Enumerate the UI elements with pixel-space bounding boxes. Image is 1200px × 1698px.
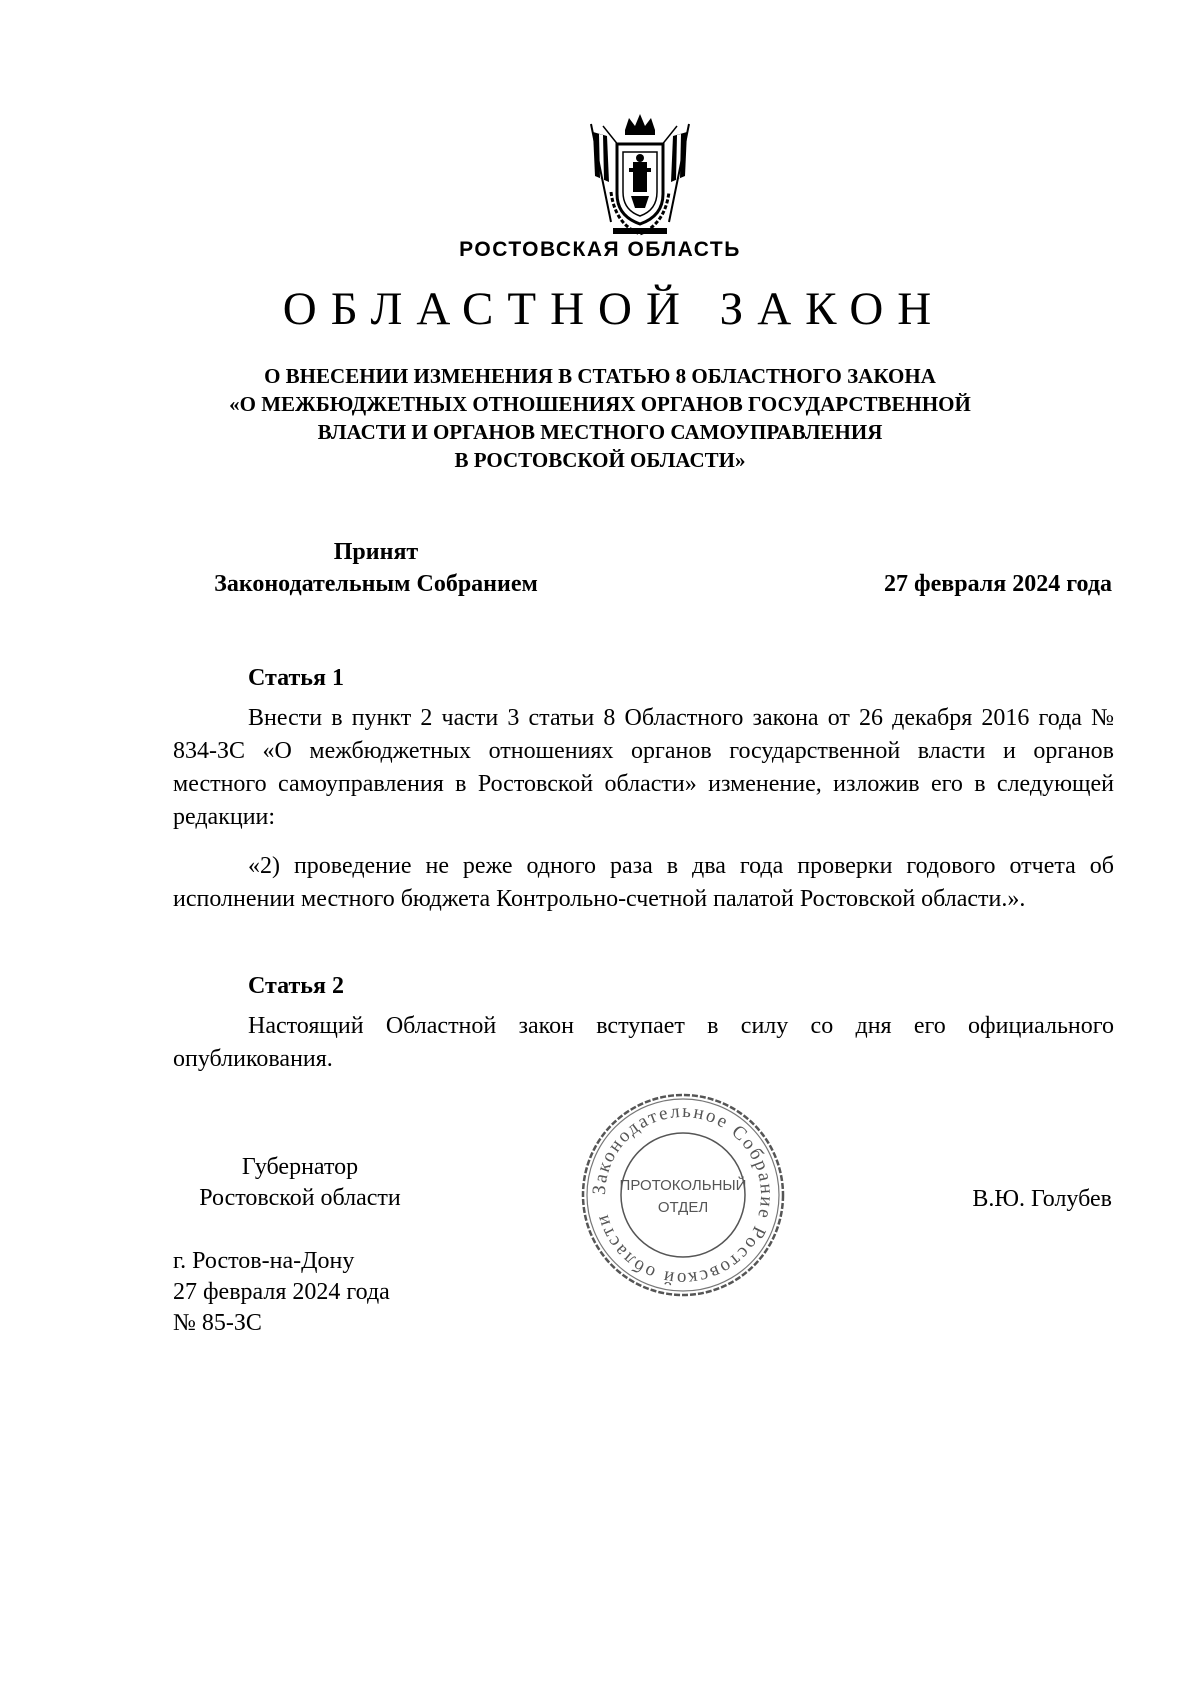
article-paragraph: «2) проведение не реже одного раза в два года проверки годового отчета об исполнении местного бюджета Контрольно-счетной палатой Ростовской области.».	[173, 853, 1114, 912]
law-title-line: О ВНЕСЕНИИ ИЗМЕНЕНИЯ В СТАТЬЮ 8 ОБЛАСТНОГО ЗАКОНА	[264, 364, 936, 388]
place-date: 27 февраля 2024 года	[173, 1279, 390, 1305]
region-name: РОСТОВСКАЯ ОБЛАСТЬ	[459, 238, 741, 261]
document-type: ОБЛАСТНОЙ ЗАКОН	[282, 283, 946, 335]
law-number: № 85-ЗС	[173, 1310, 262, 1336]
stamp-ring-text: Законодательное Собрание Ростовской области	[588, 1100, 778, 1290]
official-stamp-icon	[578, 1090, 788, 1300]
coat-of-arms-icon	[585, 112, 695, 242]
signatory-name: В.Ю. Голубев	[972, 1186, 1112, 1212]
article-heading: Статья 2	[248, 973, 344, 999]
law-title	[0, 362, 1200, 474]
law-title-line: «О МЕЖБЮДЖЕТНЫХ ОТНОШЕНИЯХ ОРГАНОВ ГОСУДАРСТВЕННОЙ	[229, 392, 971, 416]
adopted-by: Законодательным Собранием	[214, 571, 538, 597]
law-title-line: ВЛАСТИ И ОРГАНОВ МЕСТНОГО САМОУПРАВЛЕНИЯ	[317, 420, 883, 444]
adoption-date: 27 февраля 2024 года	[884, 571, 1112, 597]
article-heading: Статья 1	[248, 665, 344, 691]
stamp-center-line2: ОТДЕЛ	[657, 1199, 709, 1216]
law-title-line: В РОСТОВСКОЙ ОБЛАСТИ»	[454, 448, 746, 472]
stamp-center-line1: ПРОТОКОЛЬНЫЙ	[619, 1177, 747, 1194]
place-and-date	[173, 1246, 390, 1339]
article-paragraph: Внести в пункт 2 части 3 статьи 8 Областного закона от 26 декабря 2016 года № 834-ЗС «О межбюджетных отношениях органов государственной власти и органов местного самоуправления в Ростовской области» изменение, изложив его в следующей редакции:	[173, 705, 1114, 830]
place-city: г. Ростов-на-Дону	[173, 1248, 355, 1274]
adoption-block	[176, 536, 576, 600]
signatory-region: Ростовской области	[199, 1185, 401, 1211]
adopted-label: Принят	[333, 539, 419, 565]
signatory-title	[170, 1152, 430, 1214]
signatory-position: Губернатор	[241, 1154, 359, 1180]
article-paragraph: Настоящий Областной закон вступает в силу со дня его официального опубликования.	[173, 1013, 1114, 1072]
